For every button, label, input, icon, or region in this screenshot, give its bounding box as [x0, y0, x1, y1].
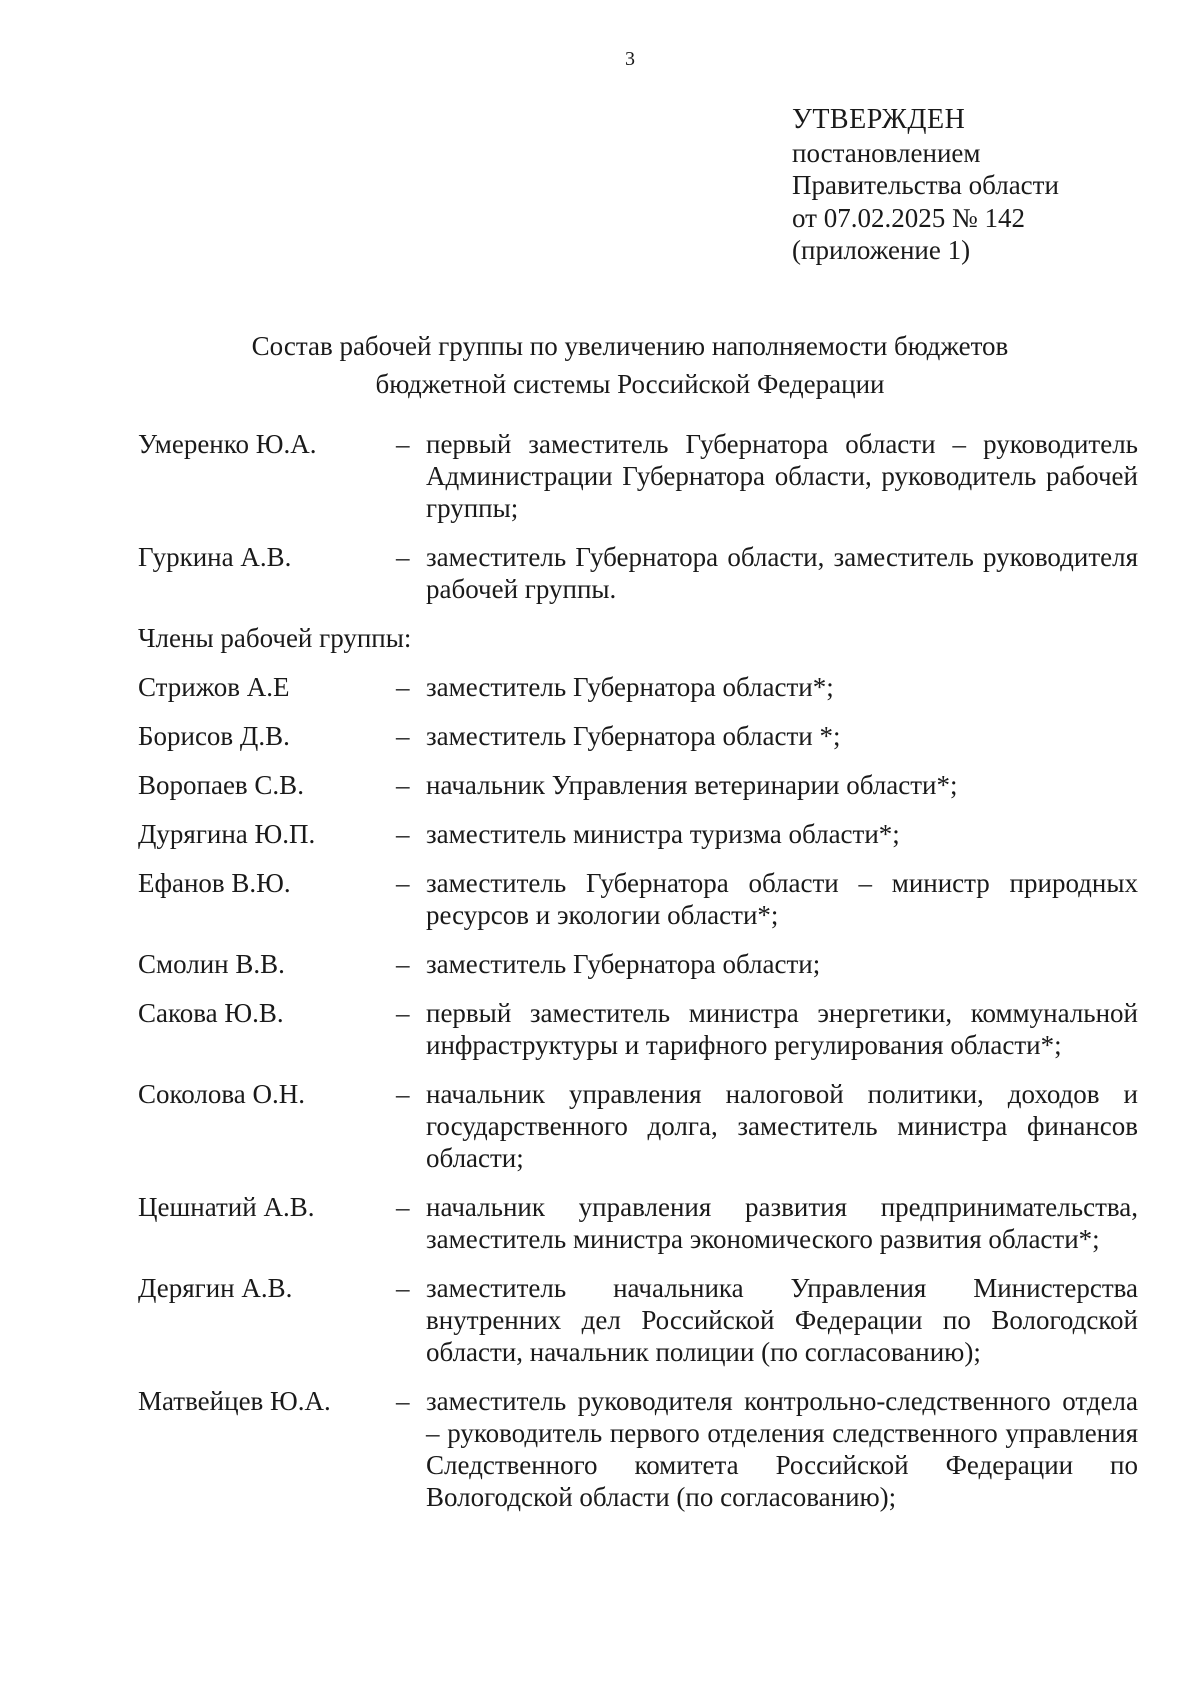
- list-item: [138, 720, 1138, 752]
- member-name: Ефанов В.Ю.: [138, 868, 291, 898]
- member-name: Борисов Д.В.: [138, 721, 290, 751]
- approval-date-number: от 07.02.2025 № 142: [792, 202, 1025, 233]
- member-name: Дерягин А.В.: [138, 1273, 293, 1303]
- dash: –: [396, 998, 410, 1028]
- member-position: заместитель руководителя контрольно-следственного отдела – руководитель первого отделения следственного управления Следственного комитета Российской Федерации по Вологодской области (по согласованию);: [426, 1386, 1138, 1512]
- member-position: заместитель Губернатора области – министр природных ресурсов и экологии области*;: [426, 868, 1138, 930]
- list-item: [138, 428, 1138, 524]
- dash: –: [396, 949, 410, 979]
- dash: –: [396, 1192, 410, 1222]
- member-name: Сакова Ю.В.: [138, 998, 284, 1028]
- title-line: бюджетной системы Российской Федерации: [375, 369, 885, 399]
- list-item: [138, 1272, 1138, 1368]
- member-position: начальник управления налоговой политики, доходов и государственного долга, заместитель министра финансов области;: [426, 1079, 1138, 1173]
- list-item: [138, 671, 1138, 703]
- member-position: заместитель министра туризма области*;: [426, 819, 900, 849]
- approval-block: [792, 104, 1059, 267]
- member-name: Смолин В.В.: [138, 949, 285, 979]
- member-name: Гуркина А.В.: [138, 542, 292, 572]
- member-position: заместитель Губернатора области*;: [426, 672, 834, 702]
- member-name: Воропаев С.В.: [138, 770, 304, 800]
- member-name: Дурягина Ю.П.: [138, 819, 316, 849]
- approval-stamp: УТВЕРЖДЕН: [792, 104, 966, 135]
- list-item: [138, 818, 1138, 850]
- dash: –: [396, 1273, 410, 1303]
- dash: –: [396, 819, 410, 849]
- dash: –: [396, 542, 410, 572]
- member-position: заместитель Губернатора области *;: [426, 721, 841, 751]
- member-position: заместитель Губернатора области;: [426, 949, 821, 979]
- members-heading: Члены рабочей группы:: [138, 623, 412, 653]
- document-title: [0, 327, 1200, 403]
- member-name: Умеренко Ю.А.: [138, 429, 317, 459]
- approval-line: постановлением: [792, 137, 981, 168]
- dash: –: [396, 1386, 410, 1416]
- title-line: Состав рабочей группы по увеличению наполняемости бюджетов: [251, 331, 1009, 361]
- dash: –: [396, 429, 410, 459]
- approval-appendix: (приложение 1): [792, 235, 971, 265]
- list-item: [138, 1191, 1138, 1255]
- list-item: [138, 948, 1138, 980]
- member-position: заместитель Губернатора области, заместитель руководителя рабочей группы.: [426, 542, 1138, 604]
- list-item: [138, 541, 1138, 605]
- dash: –: [396, 1079, 410, 1109]
- list-item: [138, 997, 1138, 1061]
- member-position: заместитель начальника Управления Министерства внутренних дел Российской Федерации по Вологодской области, начальник полиции (по согласованию);: [426, 1273, 1138, 1367]
- page-number: 3: [625, 48, 635, 70]
- list-item: [138, 1078, 1138, 1174]
- member-position: начальник Управления ветеринарии области*;: [426, 770, 958, 800]
- member-name: Матвейцев Ю.А.: [138, 1386, 331, 1416]
- member-name: Соколова О.Н.: [138, 1079, 305, 1109]
- member-name: Стрижов А.Е: [138, 672, 290, 702]
- list-item: [138, 769, 1138, 801]
- member-position: первый заместитель Губернатора области – руководитель Администрации Губернатора области, руководитель рабочей группы;: [426, 429, 1138, 523]
- member-position: начальник управления развития предпринимательства, заместитель министра экономического развития области*;: [426, 1192, 1138, 1254]
- dash: –: [396, 868, 410, 898]
- member-name: Цешнатий А.В.: [138, 1192, 315, 1222]
- approval-line: Правительства области: [792, 170, 1059, 200]
- dash: –: [396, 672, 410, 702]
- dash: –: [396, 770, 410, 800]
- member-list: [138, 428, 1138, 1530]
- dash: –: [396, 721, 410, 751]
- list-item: [138, 867, 1138, 931]
- list-item: [138, 1385, 1138, 1513]
- member-position: первый заместитель министра энергетики, коммунальной инфраструктуры и тарифного регулирования области*;: [426, 998, 1138, 1060]
